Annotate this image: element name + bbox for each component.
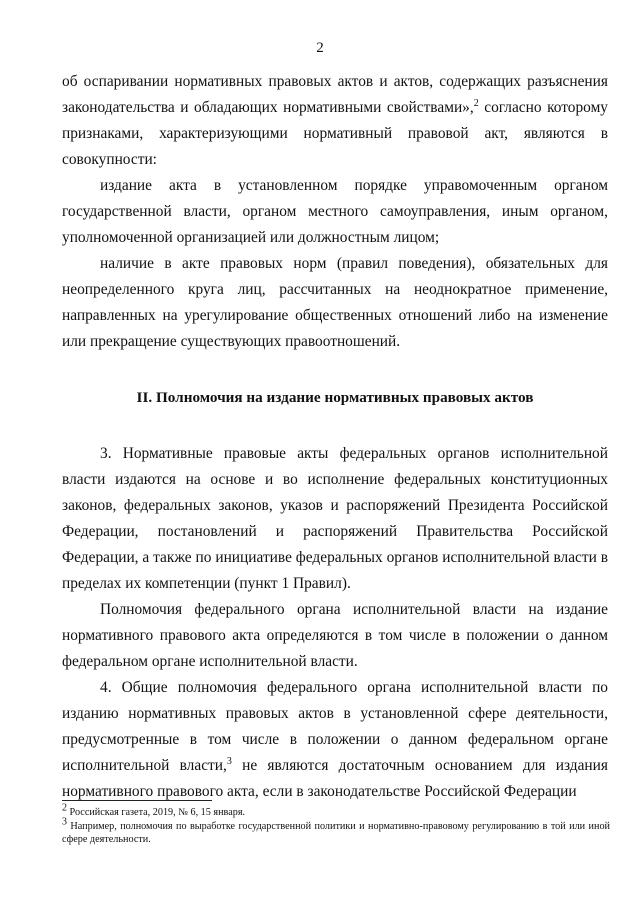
footnote-2 [62, 802, 610, 820]
footnote-text: Российская газета, 2019, № 6, 15 января. [67, 807, 246, 818]
footnotes [62, 802, 610, 847]
footnote-mark: 3 [62, 816, 67, 828]
footnote-text: Например, полномочия по выработке государственной политики и нормативно-правовому регулированию в той или иной сфере деятельности. [62, 820, 610, 845]
paragraph-item-4 [62, 675, 608, 805]
footnote-ref-2[interactable]: 2 [473, 97, 479, 109]
footnote-mark: 2 [62, 802, 67, 814]
paragraph-text: об оспаривании нормативных правовых актов и актов, содержащих разъяснения законодательства и обладающих нормативными свойствами», [62, 73, 608, 116]
paragraph-continuation [62, 69, 608, 173]
paragraph-text-tail: согласно которому признаками, характеризующими нормативный правовой акт, являются в совокупности: [62, 99, 609, 168]
footnote-3 [62, 816, 610, 847]
paragraph-criterion-1: издание акта в установленном порядке управомоченным органом государственной власти, органом местного самоуправления, иным органом, уполномоченной организацией или должностным лицом; [62, 177, 608, 246]
paragraph-text-tail: не являются достаточным основанием для издания нормативного правового акта, если в законодательстве Российской Федерации [62, 757, 608, 800]
paragraph-criterion-2: наличие в акте правовых норм (правил поведения), обязательных для неопределенного круга лиц, рассчитанных на неоднократное применение, направленных на урегулирование общественных отношений либо на изменение или прекращение существующих правоотношений. [62, 255, 608, 350]
paragraph-text: 4. Общие полномочия федерального органа исполнительной власти по изданию нормативных правовых актов в установленной сфере деятельности, предусмотренные в том числе в положении о данном федеральном органе исполнительной власти, [62, 679, 608, 774]
section-heading: II. Полномочия на издание нормативных правовых актов [136, 389, 534, 406]
paragraph-authority: Полномочия федерального органа исполнительной власти на издание нормативного правового акта определяются в том числе в положении о данном федеральном органе исполнительной власти. [62, 601, 608, 670]
page-number: 2 [316, 40, 324, 56]
footnote-ref-3[interactable]: 3 [226, 755, 232, 767]
document-body [62, 69, 608, 805]
footnote-separator [62, 800, 212, 801]
paragraph-item-3: 3. Нормативные правовые акты федеральных органов исполнительной власти издаются на основе и во исполнение федеральных конституционных законов, федеральных законов, указов и распоряжений Президента Российской Федерации, постановлений и распоряжений Правительства Российской Федерации, а также по инициативе федеральных органов исполнительной власти в пределах их компетенции (пункт 1 Правил). [62, 445, 608, 592]
